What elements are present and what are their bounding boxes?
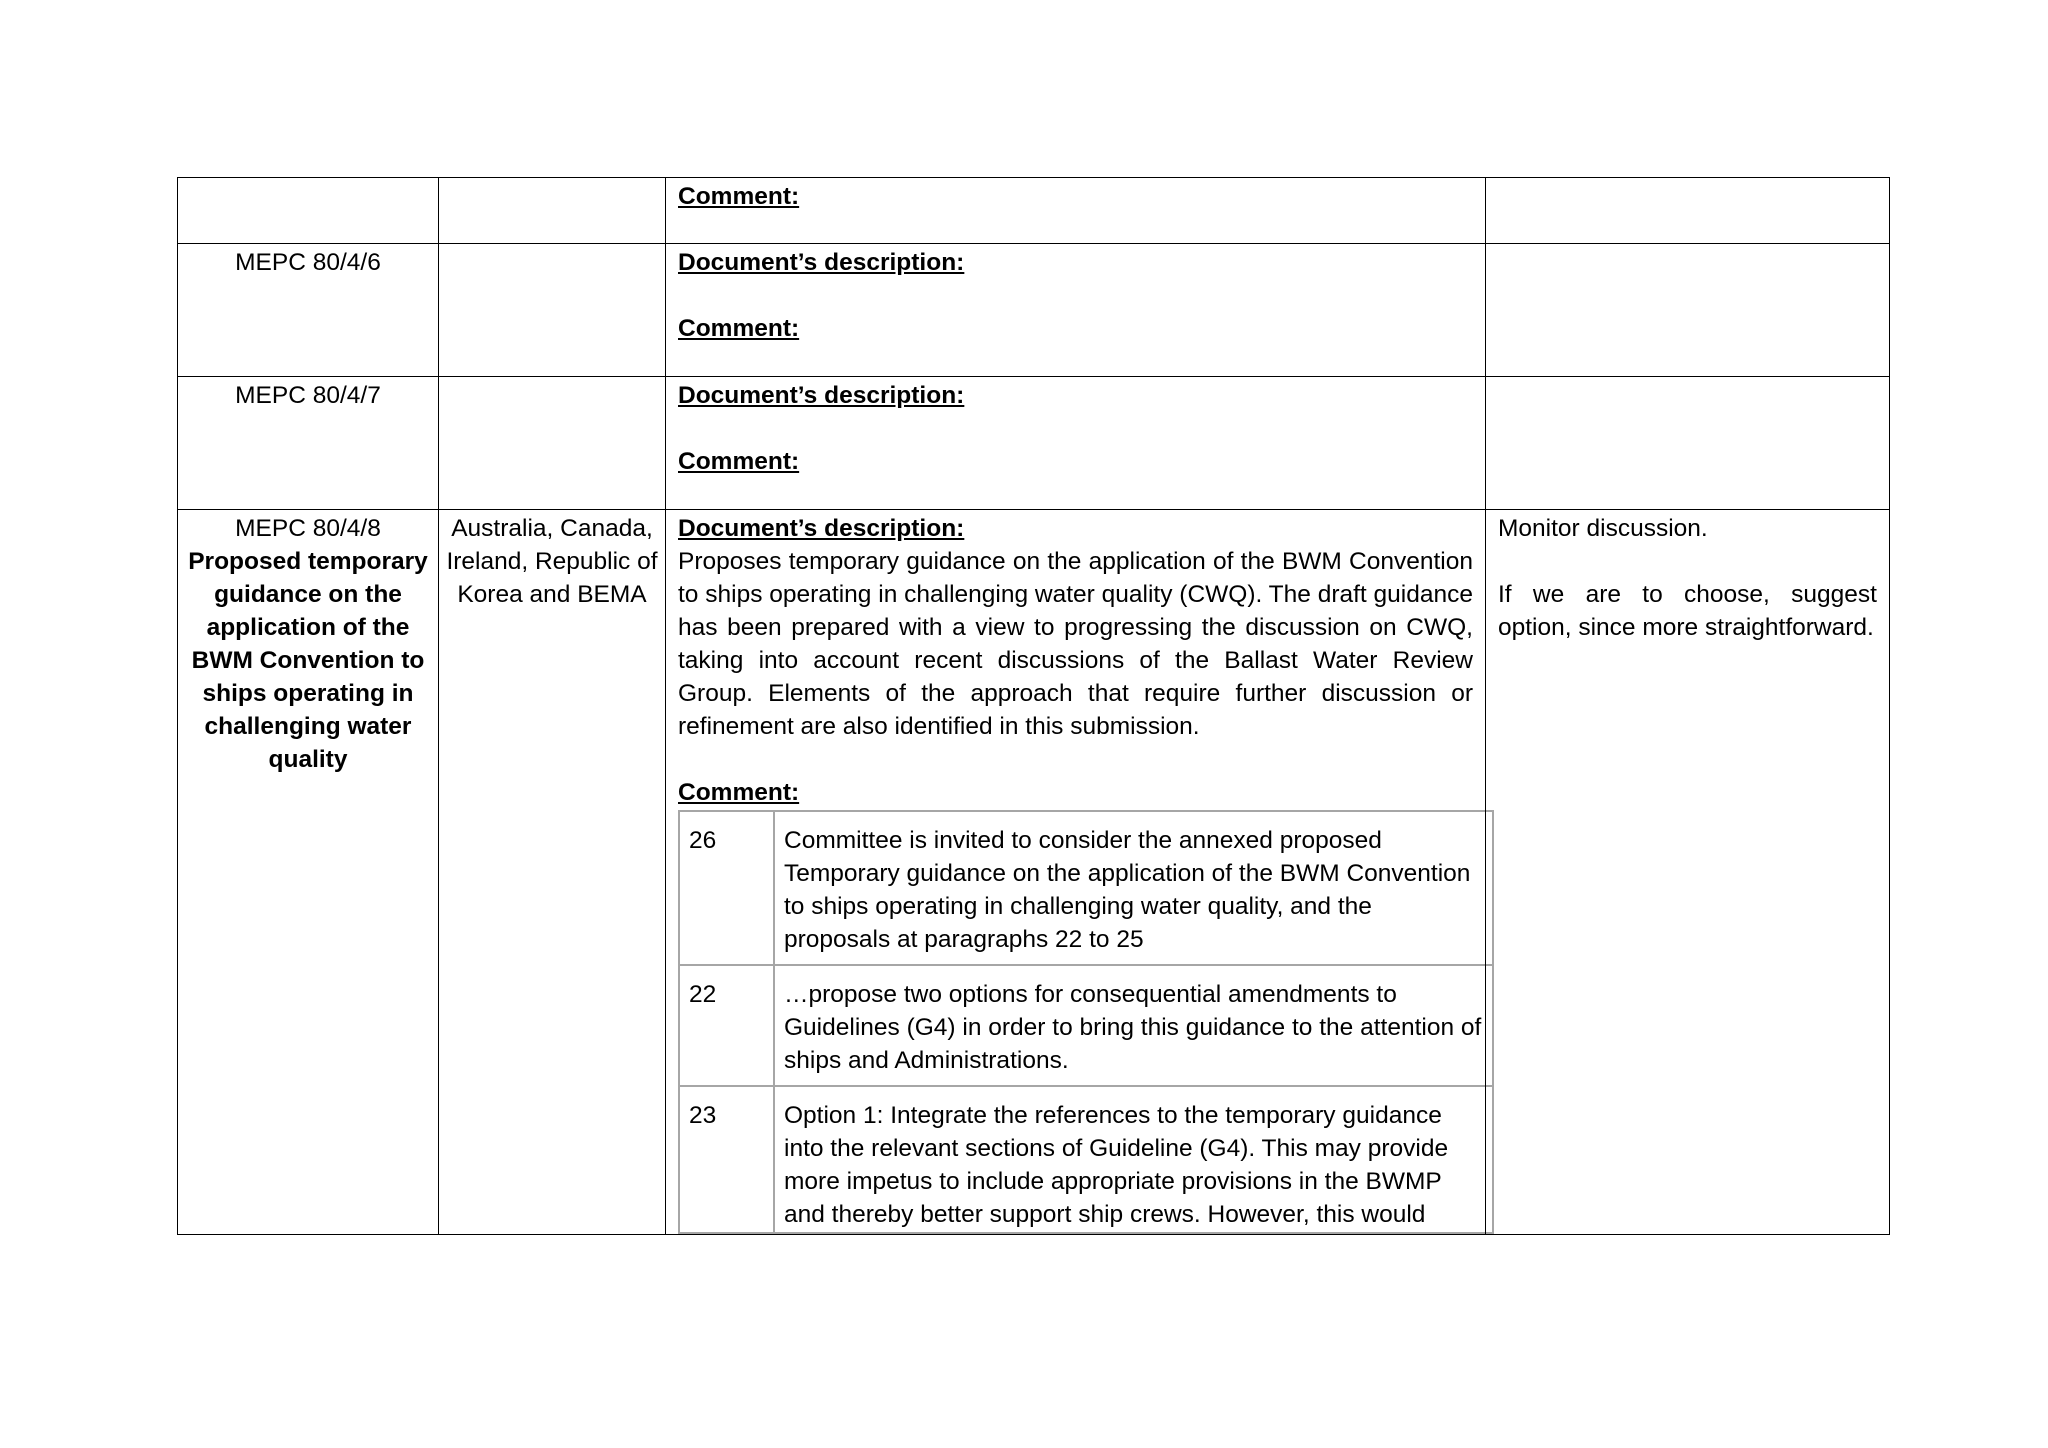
submitted-by-cell bbox=[439, 510, 666, 1235]
description-cell bbox=[666, 510, 1486, 1235]
excerpt-row bbox=[679, 965, 1493, 1086]
comment-heading: Comment: bbox=[678, 448, 800, 475]
paragraph-number: 26 bbox=[679, 811, 774, 965]
paragraph-text: Committee is invited to consider the annexed proposed Temporary guidance on the application of the BWM Convention to ships operating in challenging water quality, and the proposals at paragraphs 22 to 25 bbox=[774, 811, 1493, 965]
action-line-suggest: If we are to choose, suggest option, since more straightforward. bbox=[1498, 581, 1877, 641]
submitted-by-text: Australia, Canada, Ireland, Republic of Korea and BEMA bbox=[446, 515, 658, 608]
description-cell bbox=[666, 244, 1486, 377]
excerpt-row bbox=[679, 1086, 1493, 1233]
action-cell bbox=[1486, 510, 1890, 1235]
reference-text: MEPC 80/4/8 bbox=[235, 515, 381, 542]
description-cell bbox=[666, 377, 1486, 510]
submissions-table bbox=[177, 177, 1890, 1235]
submitted-by-cell bbox=[439, 377, 666, 510]
table-row bbox=[178, 178, 1890, 244]
submitted-by-cell bbox=[439, 178, 666, 244]
excerpt-row bbox=[679, 811, 1493, 965]
action-cell bbox=[1486, 178, 1890, 244]
submitted-by-cell bbox=[439, 244, 666, 377]
comment-heading: Comment: bbox=[678, 183, 800, 210]
action-cell bbox=[1486, 377, 1890, 510]
description-heading: Document’s description: bbox=[678, 515, 965, 542]
table-row bbox=[178, 510, 1890, 1235]
paragraph-text: …propose two options for consequential amendments to Guidelines (G4) in order to bring this guidance to the attention of ships and Administrations. bbox=[774, 965, 1493, 1086]
description-heading: Document’s description: bbox=[678, 382, 965, 409]
comment-heading: Comment: bbox=[678, 315, 800, 342]
reference-text: MEPC 80/4/6 bbox=[235, 249, 381, 276]
action-cell bbox=[1486, 244, 1890, 377]
reference-cell bbox=[178, 178, 439, 244]
reference-cell bbox=[178, 244, 439, 377]
action-line-monitor: Monitor discussion. bbox=[1498, 515, 1708, 542]
paragraph-text: Option 1: Integrate the references to the temporary guidance into the relevant sections of Guideline (G4). This may provide more impetus to include appropriate provisions in the BWMP and thereby better support ship crews. However, this would bbox=[774, 1086, 1493, 1233]
reference-cell bbox=[178, 377, 439, 510]
table-row bbox=[178, 377, 1890, 510]
paragraph-number: 22 bbox=[679, 965, 774, 1086]
description-text: Proposes temporary guidance on the application of the BWM Convention to ships operating in challenging water quality (CWQ). The draft guidance has been prepared with a view to progressing the discussion on CWQ, taking into account recent discussions of the Ballast Water Review Group. Elements of the approach that require further discussion or refinement are also identified in this submission. bbox=[678, 548, 1473, 740]
excerpts-table bbox=[678, 810, 1494, 1234]
comment-heading: Comment: bbox=[678, 779, 800, 806]
document-title: Proposed temporary guidance on the application of the BWM Convention to ships operating in challenging water quality bbox=[188, 548, 428, 773]
table-row bbox=[178, 244, 1890, 377]
description-cell bbox=[666, 178, 1486, 244]
paragraph-number: 23 bbox=[679, 1086, 774, 1233]
reference-text: MEPC 80/4/7 bbox=[235, 382, 381, 409]
description-heading: Document’s description: bbox=[678, 249, 965, 276]
reference-cell bbox=[178, 510, 439, 1235]
